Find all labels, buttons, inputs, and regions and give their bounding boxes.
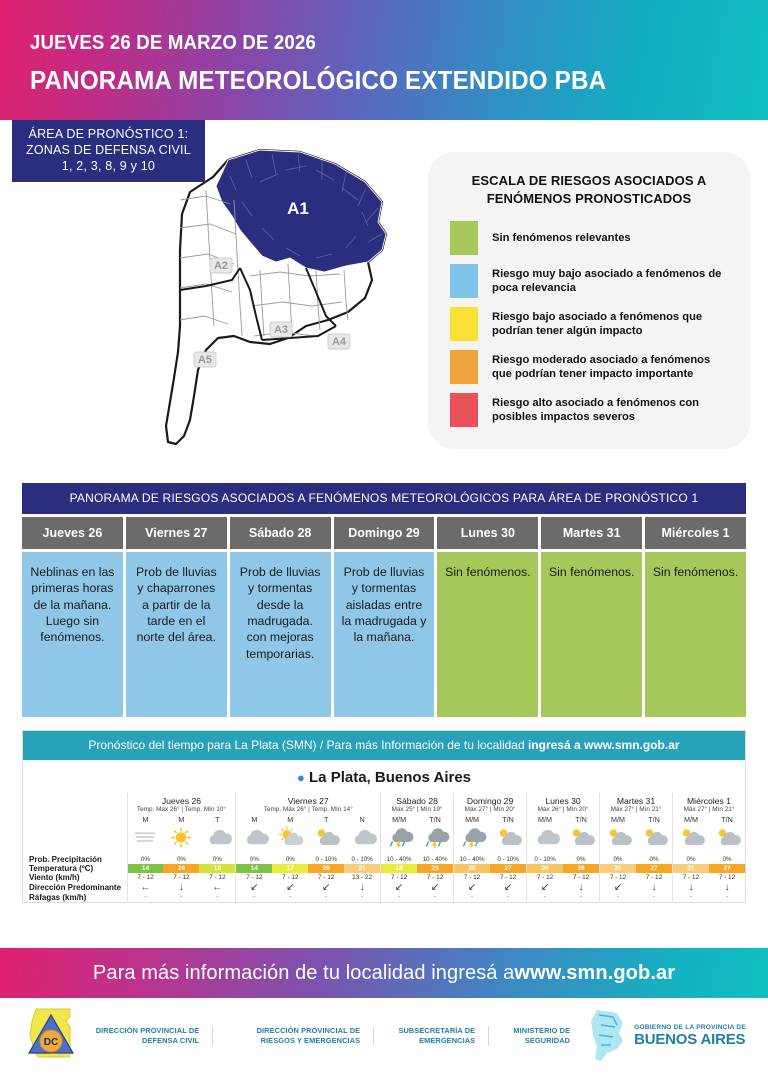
- smn-gusts-cell: -: [325, 894, 328, 901]
- zone-a5-label: A5: [197, 354, 213, 366]
- smn-wind-cell: 7 - 12: [645, 874, 663, 881]
- risk-day-header: Viernes 27: [126, 517, 227, 549]
- smn-direction-cell: ↓: [578, 882, 584, 893]
- gobierno-line1: GOBIERNO DE LA PROVINCIA DE: [634, 1024, 746, 1031]
- smn-icon-cell: [381, 825, 417, 855]
- zone-a4-label: A4: [331, 336, 347, 348]
- defensa-civil-logo: [22, 1005, 80, 1067]
- smn-slot-label: T: [323, 815, 329, 824]
- smn-direction-cell: ↓: [651, 882, 657, 893]
- legend-item: [450, 307, 728, 341]
- smn-slot-label: M: [178, 815, 185, 824]
- smn-icon-cell: [236, 825, 272, 855]
- risk-day-cell: Sin fenómenos.: [437, 552, 538, 717]
- storm-weather-icon: [420, 826, 450, 849]
- smn-row-label: Viento (km/h): [29, 873, 80, 882]
- smn-data-row: [23, 893, 745, 902]
- risk-table-body-row: [22, 552, 746, 717]
- smn-temp-value: 18: [199, 864, 235, 873]
- gobierno-logo-block: [583, 1007, 746, 1065]
- smn-slot-label: T/N: [429, 815, 441, 824]
- page-header: [0, 0, 768, 120]
- smn-icon-cell: [308, 825, 344, 855]
- smn-day-temps: Máx 27° | Mín 20°: [464, 806, 516, 813]
- cloud-weather-icon: [202, 826, 232, 849]
- smn-precip-cell: 0 - 10%: [527, 855, 563, 864]
- smn-precip-cell: 0 - 10%: [315, 856, 337, 863]
- smn-slot-label: T: [215, 815, 220, 824]
- smn-wind-cell: 7 - 12: [718, 874, 736, 881]
- smn-row-label: Temperatura (ºC): [29, 864, 94, 873]
- smn-slot-label: M: [236, 815, 272, 825]
- risk-day-header: Domingo 29: [334, 517, 435, 549]
- risk-day-cell: Neblinas en las primeras horas de la mañana. Luego sin fenómenos.: [22, 552, 123, 717]
- smn-slot-row: [23, 815, 745, 825]
- smn-city-heading: [23, 760, 745, 793]
- smn-temp-value: 26: [163, 864, 199, 873]
- cloud-weather-icon: [530, 826, 560, 849]
- smn-slot-label: M/M: [454, 815, 490, 825]
- smn-temp-value: 27: [709, 864, 745, 873]
- smn-precip-cell: 0%: [722, 856, 732, 863]
- partly-cloud-weather-icon: [493, 826, 523, 849]
- smn-gusts-cell: -: [433, 894, 437, 901]
- smn-day-header: [381, 793, 454, 815]
- smn-direction-cell: ←: [127, 882, 163, 893]
- smn-precip-cell: 0%: [127, 855, 163, 864]
- zone-a2-label: A2: [213, 260, 229, 272]
- smn-gusts-cell: -: [652, 894, 656, 901]
- smn-day-name: Jueves 26: [161, 796, 202, 806]
- smn-day-temps: Temp. Máx 26° | Temp. Mín 10°: [136, 806, 226, 813]
- smn-wind-cell: 7 - 12: [173, 874, 190, 881]
- legend-color-swatch: [450, 264, 478, 298]
- smn-temp-cell: [308, 864, 344, 873]
- smn-wind-cell: 7 - 12: [127, 873, 163, 882]
- risk-day-header: Jueves 26: [22, 517, 123, 549]
- smn-banner: [23, 731, 745, 760]
- smn-icon-cell: [344, 825, 380, 855]
- cta-banner: [0, 948, 768, 998]
- legend-item-label: Riesgo muy bajo asociado a fenómenos de poca relevancia: [492, 267, 722, 295]
- smn-slot-label: M/M: [600, 815, 636, 825]
- dc-logo-text: DC: [43, 1037, 59, 1048]
- smn-slot-label: T/N: [721, 815, 733, 824]
- smn-temp-cell: [600, 864, 636, 873]
- smn-gusts-cell: -: [289, 894, 292, 901]
- smn-temp-value: 21: [344, 864, 380, 873]
- smn-icon-cell: [709, 825, 745, 855]
- smn-precip-cell: 0%: [236, 855, 272, 864]
- smn-day-header: [454, 793, 527, 815]
- smn-precip-cell: 0%: [672, 855, 708, 864]
- smn-gusts-cell: -: [454, 893, 490, 902]
- smn-icon-cell: [454, 825, 490, 855]
- smn-slot-label: T/N: [502, 815, 514, 824]
- smn-day-header-row: [23, 793, 745, 815]
- smn-wind-cell: 7 - 12: [572, 874, 590, 881]
- smn-day-temps: Temp. Máx 26° | Temp. Mín 14°: [263, 806, 353, 813]
- risk-day-header: Miércoles 1: [645, 517, 746, 549]
- location-pin-icon: ●: [296, 770, 305, 785]
- legend-item: [450, 221, 728, 255]
- legend-item-label: Riesgo bajo asociado a fenómenos que podrían tener algún impacto: [492, 310, 703, 338]
- smn-day-name: Miércoles 1: [687, 796, 731, 806]
- smn-direction-cell: ↙: [381, 882, 417, 893]
- smn-data-row: [23, 873, 745, 882]
- smn-wind-cell: 7 - 12: [600, 873, 636, 882]
- smn-data-row: [23, 864, 745, 873]
- smn-temp-value: 21: [673, 864, 709, 873]
- smn-gusts-cell: -: [180, 894, 183, 901]
- legend-color-swatch: [450, 221, 478, 255]
- smn-precip-cell: 0%: [600, 855, 636, 864]
- risk-day-cell: Prob de lluvias y chaparrones a partir de la tarde en el norte del área.: [126, 552, 227, 717]
- smn-precip-cell: 10 - 40%: [454, 855, 490, 864]
- smn-slot-label: M/M: [527, 815, 563, 825]
- smn-day-temps: Máx 27° | Mín 21°: [683, 806, 735, 813]
- smn-icon-cell: [600, 825, 636, 855]
- smn-temp-value: 17: [272, 864, 308, 873]
- storm-weather-icon: [457, 826, 487, 849]
- smn-temp-cell: [163, 864, 199, 873]
- smn-temp-cell: [636, 864, 672, 873]
- smn-icon-cell: [417, 825, 453, 855]
- smn-direction-cell: ↙: [430, 882, 440, 893]
- legend-items: [450, 221, 728, 427]
- legend-item: [450, 350, 728, 384]
- gobierno-line2: BUENOS AIRES: [634, 1031, 746, 1048]
- smn-temp-value: 25: [417, 864, 453, 873]
- smn-temp-value: 26: [308, 864, 344, 873]
- smn-temp-cell: [127, 864, 163, 873]
- smn-corner-blank: [23, 793, 127, 815]
- smn-day-header: [527, 793, 600, 815]
- cloud-weather-icon: [239, 826, 269, 849]
- smn-blank: [23, 825, 127, 855]
- smn-precip-cell: 10 - 40%: [422, 856, 448, 863]
- legend-item-label: Sin fenómenos relevantes: [492, 231, 631, 244]
- smn-gusts-cell: -: [127, 893, 163, 902]
- smn-direction-cell: ↙: [321, 882, 331, 893]
- smn-icon-cell: [527, 825, 563, 855]
- legend-color-swatch: [450, 307, 478, 341]
- risk-day-cell: Sin fenómenos.: [645, 552, 746, 717]
- partly-cloud-weather-icon: [311, 826, 341, 849]
- smn-gusts-cell: -: [600, 893, 636, 902]
- partly-cloud-weather-icon: [676, 826, 706, 849]
- smn-icon-cell: [563, 825, 599, 855]
- smn-temp-cell: [236, 864, 272, 873]
- partly-cloud-weather-icon: [566, 826, 596, 849]
- smn-gusts-cell: -: [236, 893, 272, 902]
- area-label-line3: 1, 2, 3, 8, 9 y 10: [61, 159, 156, 173]
- smn-day-name: Lunes 30: [545, 796, 581, 806]
- smn-temp-cell: [272, 864, 308, 873]
- smn-direction-cell: ↓: [359, 882, 365, 893]
- smn-slot-label: T/N: [648, 815, 660, 824]
- header-date: JUEVES 26 DE MARZO DE 2026: [30, 32, 317, 54]
- smn-temp-cell: [527, 864, 563, 873]
- risk-day-header: Lunes 30: [437, 517, 538, 549]
- footer-org-item: MINISTERIO DE SEGURIDAD: [513, 1026, 571, 1045]
- smn-gusts-cell: -: [527, 893, 563, 902]
- smn-precip-cell: 0%: [176, 856, 186, 863]
- smn-direction-cell: ←: [212, 882, 223, 893]
- smn-temp-cell: [709, 864, 745, 873]
- smn-temp-value: 27: [636, 864, 672, 873]
- smn-gusts-cell: -: [381, 893, 417, 902]
- risk-day-cell: Prob de lluvias y tormentas aisladas entre la madrugada y la mañana.: [334, 552, 435, 717]
- smn-direction-cell: ↙: [527, 882, 563, 893]
- partly-cloud-weather-icon: [639, 826, 669, 849]
- sun-weather-icon: [166, 826, 196, 849]
- smn-precip-cell: 0%: [285, 856, 295, 863]
- smn-direction-cell: ↓: [178, 882, 184, 893]
- smn-slot-label: M/M: [672, 815, 708, 825]
- page-title: PANORAMA METEOROLÓGICO EXTENDIDO PBA: [30, 65, 607, 95]
- smn-slot-label: M: [287, 815, 294, 824]
- smn-data-row: [23, 882, 745, 893]
- fog-weather-icon: [130, 826, 160, 849]
- smn-wind-cell: 7 - 12: [209, 874, 226, 881]
- smn-temp-value: 27: [490, 864, 526, 873]
- zone-a3-label: A3: [273, 324, 289, 336]
- smn-data-table: [23, 793, 745, 902]
- smn-icon-cell: [272, 825, 308, 855]
- risk-day-cell: Sin fenómenos.: [541, 552, 642, 717]
- cloud-weather-icon: [347, 826, 377, 849]
- risk-table: [22, 483, 746, 717]
- zone-a1-label: A1: [287, 199, 309, 218]
- smn-temp-cell: [563, 864, 599, 873]
- smn-gusts-cell: -: [672, 893, 708, 902]
- area-label-line2: ZONAS DE DEFENSA CIVIL: [26, 143, 191, 157]
- smn-temp-cell: [344, 864, 380, 873]
- risk-table-header-row: [22, 517, 746, 549]
- partly-cloud-weather-icon: [712, 826, 742, 849]
- smn-gusts-cell: -: [579, 894, 583, 901]
- risk-scale-legend: [428, 152, 750, 449]
- partly-weather-icon: [275, 826, 305, 849]
- smn-wind-cell: 7 - 12: [527, 873, 563, 882]
- smn-gusts-cell: -: [506, 894, 510, 901]
- smn-temp-cell: [672, 864, 708, 873]
- smn-wind-cell: 7 - 12: [318, 874, 335, 881]
- smn-direction-cell: ↙: [286, 882, 295, 893]
- smn-row-label: Prob. Precipitación: [29, 855, 102, 864]
- legend-item-label: Riesgo moderado asociado a fenómenos que podrían tener impacto importante: [492, 353, 711, 381]
- smn-day-name: Martes 31: [616, 796, 656, 806]
- smn-day-temps: Máx 25° | Mín 19°: [391, 806, 443, 813]
- smn-temp-cell: [490, 864, 526, 873]
- smn-wind-cell: 7 - 12: [426, 874, 444, 881]
- smn-icon-cell: [490, 825, 526, 855]
- smn-icon-cell: [127, 825, 163, 855]
- smn-slot-label: N: [359, 815, 365, 824]
- smn-row-label: Dirección Predominante: [29, 883, 122, 892]
- smn-direction-cell: ↙: [236, 882, 272, 893]
- smn-row-label: Ráfagas (km/h): [29, 893, 87, 902]
- smn-banner-link[interactable]: ingresá a www.smn.gob.ar: [527, 738, 680, 752]
- smn-direction-cell: ↓: [672, 882, 708, 893]
- map-section: [0, 120, 768, 465]
- smn-temp-value: 14: [128, 864, 164, 873]
- legend-title-line1: ESCALA DE RIESGOS ASOCIADOS A: [471, 173, 707, 188]
- smn-direction-cell: ↙: [600, 882, 636, 893]
- smn-gusts-cell: -: [216, 894, 219, 901]
- smn-icon-row: [23, 825, 745, 855]
- smn-city-name: La Plata, Buenos Aires: [309, 769, 472, 786]
- smn-temp-value: 26: [563, 864, 599, 873]
- area-forecast-label: [12, 120, 205, 182]
- storm-weather-icon: [384, 826, 414, 849]
- smn-day-header: [672, 793, 745, 815]
- smn-precip-cell: 0%: [649, 856, 659, 863]
- smn-icon-cell: [199, 825, 235, 855]
- smn-banner-text: Pronóstico del tiempo para La Plata (SMN) / Para más Información de tu localidad: [88, 738, 528, 752]
- footer-org-item: DIRECCIÓN PROVINCIAL DE DEFENSA CIVIL: [80, 1026, 213, 1046]
- legend-title-line2: FENÓMENOS PRONOSTICADOS: [486, 190, 692, 206]
- legend-item: [450, 264, 728, 298]
- smn-precip-cell: 0 - 10%: [497, 856, 519, 863]
- smn-icon-cell: [163, 825, 199, 855]
- legend-color-swatch: [450, 350, 478, 384]
- area-label-line1: ÁREA DE PRONÓSTICO 1:: [28, 127, 189, 141]
- smn-temp-cell: [381, 864, 417, 873]
- risk-day-header: Sábado 28: [230, 517, 331, 549]
- legend-color-swatch: [450, 393, 478, 427]
- smn-temp-value: 14: [236, 864, 272, 873]
- smn-day-name: Sábado 28: [396, 796, 438, 806]
- smn-temp-cell: [417, 864, 453, 873]
- smn-day-temps: Máx 26° | Mín 20°: [537, 806, 589, 813]
- smn-day-header: [127, 793, 236, 815]
- page-footer: [0, 1005, 768, 1067]
- smn-forecast-panel: [22, 730, 746, 903]
- smn-day-temps: Máx 27° | Mín 21°: [610, 806, 662, 813]
- smn-temp-cell: [199, 864, 235, 873]
- risk-day-cell: Prob de lluvias y tormentas desde la madrugada. con mejoras temporarias.: [230, 552, 331, 717]
- cta-link[interactable]: www.smn.gob.ar: [514, 961, 676, 984]
- smn-direction-cell: ↙: [454, 882, 490, 893]
- smn-precip-cell: 0 - 10%: [351, 856, 373, 863]
- provincia-shape-icon: [583, 1007, 627, 1065]
- cta-text: Para más información de tu localidad ingresá a: [92, 961, 515, 984]
- smn-precip-cell: 10 - 40%: [381, 855, 417, 864]
- partly-cloud-weather-icon: [603, 826, 633, 849]
- smn-wind-cell: 7 - 12: [282, 874, 299, 881]
- smn-blank: [23, 815, 127, 825]
- smn-slot-label: M/M: [381, 815, 417, 825]
- smn-slot-label: M: [127, 815, 163, 825]
- smn-day-header: [236, 793, 381, 815]
- risk-table-title: PANORAMA DE RIESGOS ASOCIADOS A FENÓMENOS METEOROLÓGICOS PARA ÁREA DE PRONÓSTICO 1: [22, 483, 746, 514]
- smn-icon-cell: [636, 825, 672, 855]
- smn-temp-cell: [454, 864, 490, 873]
- legend-title: [450, 172, 728, 207]
- smn-wind-cell: 7 - 12: [672, 873, 708, 882]
- smn-wind-cell: 7 - 12: [499, 874, 517, 881]
- smn-gusts-cell: -: [360, 894, 364, 901]
- smn-direction-cell: ↓: [724, 882, 730, 893]
- smn-slot-label: T/N: [575, 815, 587, 824]
- smn-wind-cell: 13 - 22: [352, 874, 373, 881]
- legend-item: [450, 393, 728, 427]
- legend-item-label: Riesgo alto asociado a fenómenos con posibles impactos severos: [492, 396, 700, 424]
- smn-wind-cell: 7 - 12: [236, 873, 272, 882]
- smn-temp-value: 18: [381, 864, 417, 873]
- smn-temp-value: 21: [600, 864, 636, 873]
- smn-direction-cell: ↙: [503, 882, 513, 893]
- smn-gusts-cell: -: [725, 894, 729, 901]
- smn-data-row: [23, 855, 745, 864]
- smn-precip-cell: 0%: [576, 856, 586, 863]
- smn-icon-cell: [672, 825, 708, 855]
- smn-wind-cell: 7 - 12: [454, 873, 490, 882]
- footer-org-item: DIRECCIÓN PROVINCIAL DE RIESGOS Y EMERGENCIAS: [213, 1026, 374, 1046]
- footer-org-item: SUBSECRETARÍA DE EMERGENCIAS: [374, 1026, 489, 1046]
- smn-day-header: [600, 793, 673, 815]
- smn-day-name: Viernes 27: [287, 796, 329, 806]
- footer-org-list: [80, 1026, 583, 1046]
- smn-day-name: Domingo 29: [466, 796, 514, 806]
- smn-temp-value: 20: [454, 864, 490, 873]
- smn-temp-value: 20: [527, 864, 563, 873]
- smn-precip-cell: 0%: [212, 856, 222, 863]
- risk-day-header: Martes 31: [541, 517, 642, 549]
- smn-wind-cell: 7 - 12: [381, 873, 417, 882]
